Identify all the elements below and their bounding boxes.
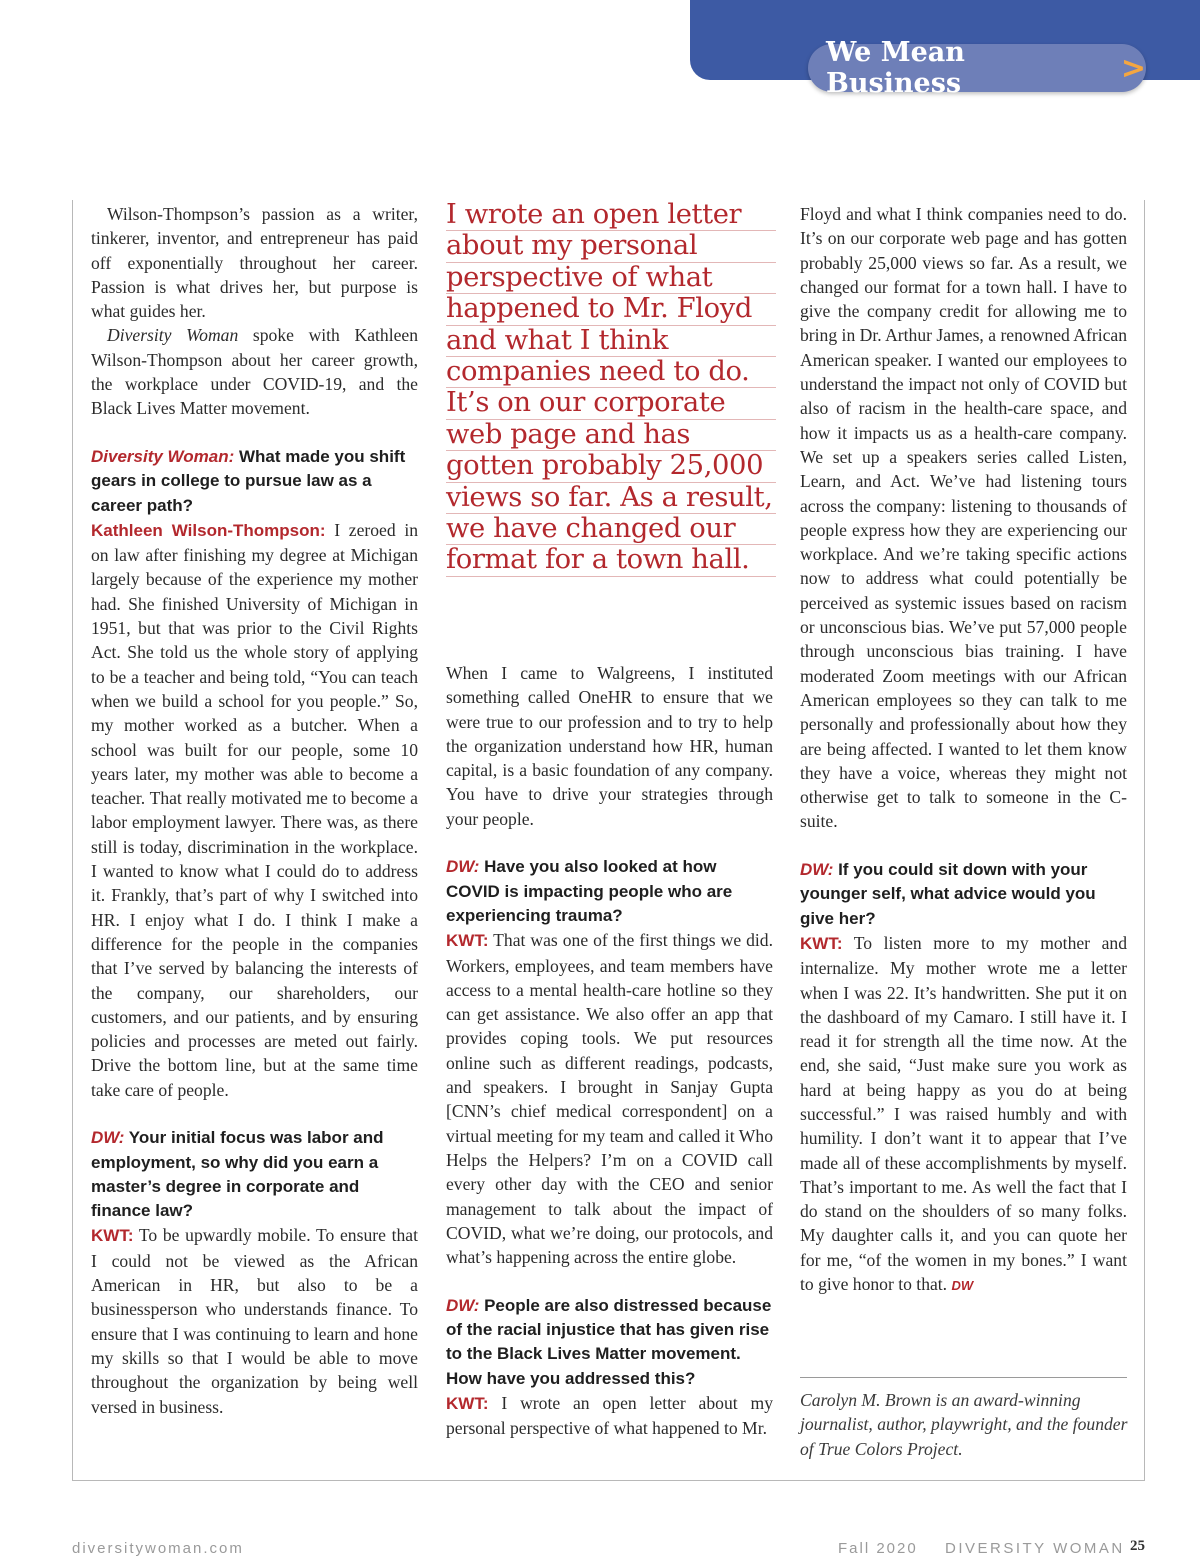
question-text: If you could sit down with your younger self, what advice would you give her? (800, 860, 1096, 928)
question-text: What made you shift gears in college to pursue law as a career path? (91, 446, 406, 515)
publication-name: Diversity Woman (107, 325, 239, 346)
author-bio: Carolyn M. Brown is an award-winning journalist, author, playwright, and the founder of True Colors Project. (800, 1390, 1128, 1459)
body-paragraph: Floyd and what I think companies need to do. It’s on our corporate web page and has gotten probably 25,000 views so far. As a result, we changed our format for a town hall. I have to give the company credit for allowing me to bring in Dr. Arthur James, a renowned African American speaker. I wanted our employees to understand the impact not only of COVID but also of racism in the health-care space, and how it impacts us as a health-care company. We set up a speakers series called Listen, Learn, and Act. We’ve had listening tours across the company: listening to thousands of people express how they are experiencing our workplace. And we’re taking specific actions now to address what could potentially be perceived as systemic issues based on racism or unconscious bias. We’ve put 57,000 people through unconscious bias training. I have moderated Zoom meetings with our African American employees so they can talk to me personally and professionally about how they are being affected. I wanted to let them know they have a voice, whereas they might not otherwise get to talk to someone in the C-suite. (800, 204, 1127, 832)
interviewee-label: KWT: (446, 1393, 489, 1413)
question-2 (91, 1126, 418, 1223)
pull-quote-line: about my personal (446, 231, 776, 262)
answer-2 (91, 1223, 418, 1418)
interviewee-label: KWT: (446, 931, 489, 951)
answer-1 (91, 518, 418, 1102)
question-text: Have you also looked at how COVID is impacting people who are experiencing trauma? (446, 857, 733, 925)
pull-quote-line: web page and has (446, 420, 776, 451)
pull-quote-line: views so far. As a result, (446, 483, 776, 514)
footer-website[interactable]: diversitywoman.com (72, 1540, 244, 1557)
pull-quote-line: we have changed our (446, 514, 776, 545)
bio-divider (800, 1377, 1127, 1378)
answer-5 (800, 931, 1127, 1298)
answer-text: To listen more to my mother and internalize. My mother wrote me a letter when I was 22. It’s handwritten. She put it on the dashboard of my Camaro. I still have it. I read it for strength all the time now. At the end, she said, “Just make sure you work as hard at being happy as you do at being successful.” I was raised humbly and with humility. I don’t want it to appear that I’ve made all of these accomplishments by myself. That’s important to me. As well the fact that I do stand on the shoulders of so many folks. My daughter calls it, and you can quote her for me, “of the women in my bones.” I want to give honor to that. (800, 932, 1127, 1295)
pull-quote-line: I wrote an open letter (446, 200, 776, 231)
pull-quote-line: It’s on our corporate (446, 388, 776, 419)
answer-text: I zeroed in on law after finishing my degree at Michigan largely because of the experience my mother had. She finished University of Michigan in 1951, but that was prior to the Civil Rights Act. She told us the whole story of applying to be a teacher and being told, “You can teach when we build a school for you people.” So, my mother worked as a butcher. When a school was built for our people, some 10 years later, my mother was able to become a teacher. That really motivated me to become a labor employment lawyer. There was, as there still is today, discrimination in the workplace. I wanted to know what I could do to address it. Frankly, that’s part of why I switched into HR. I enjoy what I do. I think I make a difference for the people in the companies that I’ve served by balancing the interests of the company, our shareholders, our customers, and our patients, and by ensuring policies and processes are meted out fairly. Drive the bottom line, but at the same time take care of people. (91, 519, 419, 1100)
body-paragraph: When I came to Walgreens, I instituted something called OneHR to ensure that we were true to our profession and to try to help the organization understand how HR, human capital, is a basic foundation of any company. You have to drive your strategies through your people. (446, 663, 773, 829)
pull-quote-line: happened to Mr. Floyd (446, 294, 776, 325)
interviewee-label: Kathleen Wilson-Thompson: (91, 520, 326, 540)
pull-quote-line: perspective of what (446, 263, 776, 294)
chevron-right-icon: > (1120, 50, 1146, 86)
interviewer-label: DW: (91, 1128, 125, 1148)
article-column-2 (446, 661, 773, 1441)
interviewer-label: DW: (446, 857, 480, 877)
footer-magazine-name: DIVERSITY WOMAN (945, 1540, 1125, 1557)
interviewer-label: DW: (446, 1295, 480, 1315)
question-text: Your initial focus was labor and employment, so why did you earn a master’s degree in corporate and finance law? (91, 1128, 384, 1221)
pull-quote (446, 200, 776, 577)
interviewer-label: Diversity Woman: (91, 446, 235, 466)
intro-text: spoke with Kathleen Wilson-Thompson about her career growth, the workplace under COVID-19, and the Black Lives Matter movement. (91, 325, 418, 419)
question-4 (446, 1294, 773, 1391)
pull-quote-line: format for a town hall. (446, 545, 776, 576)
page-number: 25 (1130, 1538, 1145, 1554)
article-column-3 (800, 202, 1127, 1298)
section-tab[interactable] (808, 37, 1146, 99)
pull-quote-line: and what I think (446, 326, 776, 357)
interviewee-label: KWT: (91, 1226, 134, 1246)
question-5 (800, 858, 1127, 931)
interviewee-label: KWT: (800, 933, 843, 953)
question-1 (91, 445, 418, 518)
answer-text: That was one of the first things we did. Workers, employees, and team members have access to a mental health-care hotline so they can get assistance. We also offer an app that provides coping tools. We put resources online such as different readings, podcasts, and speakers. I brought in Sanjay Gupta [CNN’s chief medical correspondent] on a virtual meeting for my team and called it Who Helps the Helpers? I’m on a COVID call every other day with the CEO and senior management to talk about the impact of COVID, what we’re doing, our protocols, and what’s happening across the entire globe. (446, 930, 773, 1268)
interviewer-label: DW: (800, 860, 834, 880)
pull-quote-line: gotten probably 25,000 (446, 451, 776, 482)
answer-text: To be upwardly mobile. To ensure that I could not be viewed as the African American in HR, but also to be a businessperson who understands finance. To ensure that I was continuing to learn and hone my skills so that I would be able to move throughout the organization by being well versed in business. (91, 1225, 418, 1417)
section-tab-label: We Mean Business (826, 37, 965, 99)
intro-paragraph-2 (91, 323, 418, 420)
pull-quote-line: companies need to do. (446, 357, 776, 388)
end-signature: DW (951, 1278, 974, 1294)
answer-text: I wrote an open letter about my personal perspective of what happened to Mr. (446, 1392, 773, 1439)
article-column-1 (91, 202, 418, 1419)
question-text: People are also distressed because of the racial injustice that has given rise to the Black Lives Matter movement. How have you addressed this? (446, 1295, 772, 1388)
answer-4 (446, 1391, 773, 1441)
question-3 (446, 855, 773, 928)
answer-3 (446, 928, 773, 1269)
intro-paragraph: Wilson-Thompson’s passion as a writer, tinkerer, inventor, and entrepreneur has paid off exponentially throughout her career. Passion is what drives her, but purpose is what guides her. (91, 204, 418, 322)
footer-issue: Fall 2020 (838, 1540, 918, 1557)
